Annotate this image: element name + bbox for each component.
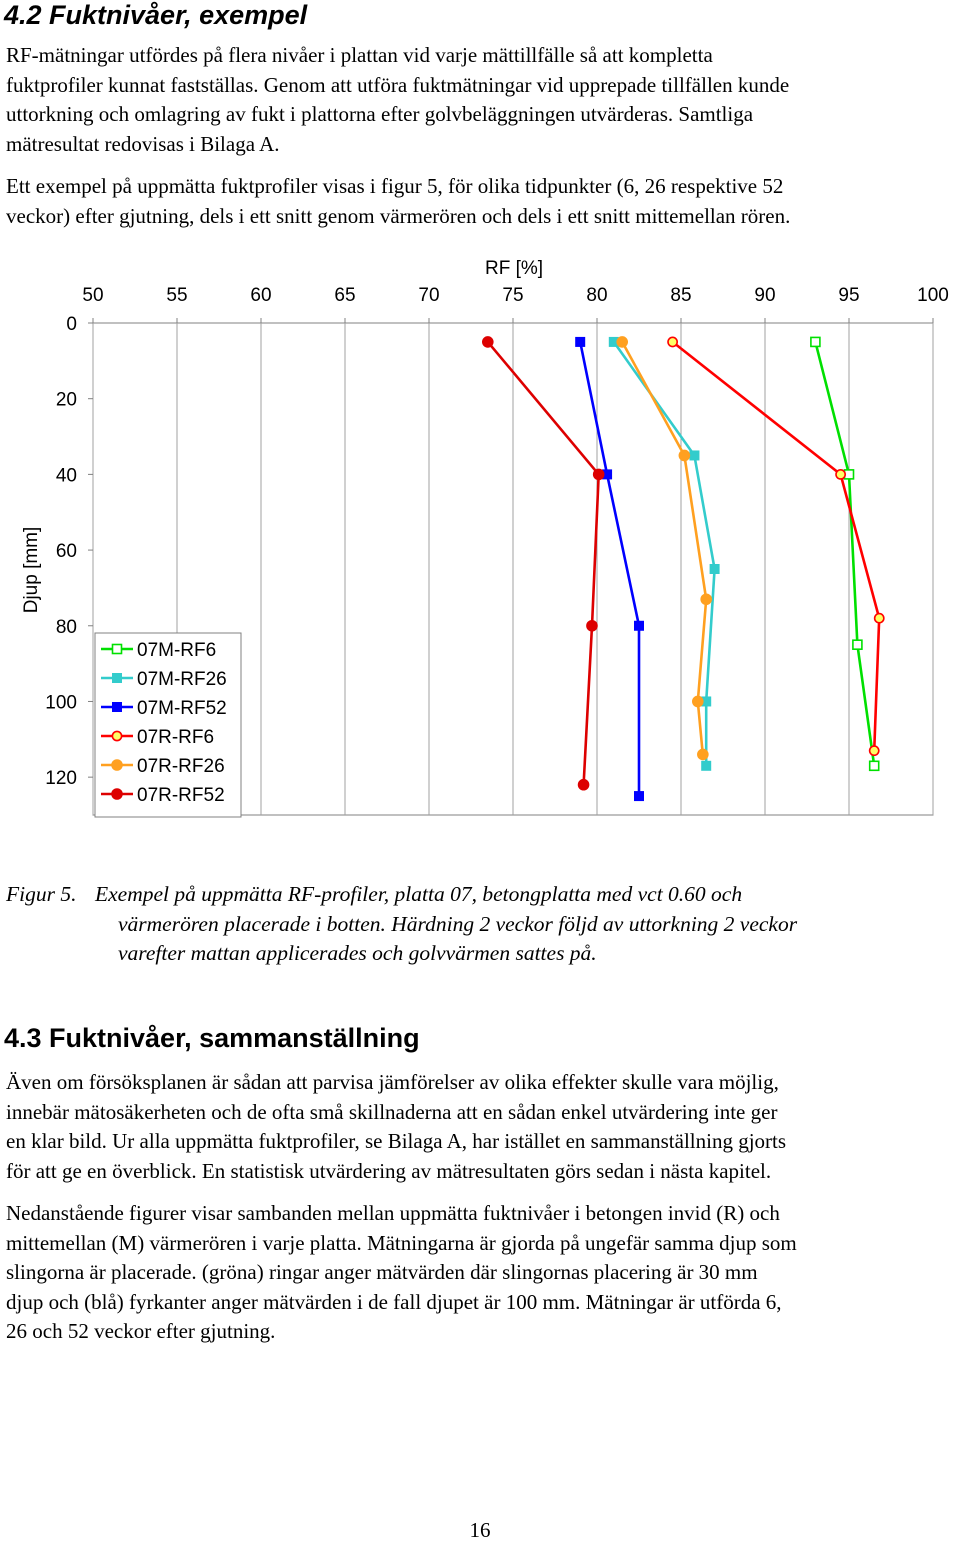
- paragraph-line: Ett exempel på uppmätta fuktprofiler visas i figur 5, för olika tidpunkter (6, 26 respektive 52: [6, 174, 784, 198]
- x-tick-label: 80: [586, 285, 608, 306]
- data-point: [668, 337, 677, 346]
- paragraph-line: en klar bild. Ur alla uppmätta fuktprofiler, se Bilaga A, har istället en sammanställning gjorts: [6, 1129, 787, 1153]
- paragraph-line: Nedanstående figurer visar sambanden mellan uppmätta fuktnivåer i betongen invid (R) och: [6, 1201, 780, 1225]
- data-point: [836, 470, 845, 479]
- caption-line: värmerören placerade i botten. Härdning 2 veckor följd av uttorkning 2 veckor: [118, 911, 798, 936]
- series-07r-rf52: [483, 337, 604, 790]
- section-heading-4-3: 4.3 Fuktnivåer, sammanställning: [4, 1023, 420, 1053]
- x-tick-label: 50: [82, 285, 104, 306]
- legend-label: 07R-RF52: [137, 785, 225, 806]
- data-point: [594, 469, 604, 479]
- paragraph-line: slingorna är placerade. (gröna) ringar anger mätvärden där slingornas placering är 30 mm: [6, 1260, 758, 1284]
- y-axis-label: Djup [mm]: [21, 526, 42, 614]
- caption-line: varefter mattan applicerades och golvvärmen sattes på.: [118, 941, 597, 965]
- y-tick-label: 120: [45, 768, 77, 790]
- figure-caption-label: Figur 5.: [6, 882, 77, 906]
- y-tick-label: 100: [45, 692, 77, 714]
- data-point: [579, 780, 589, 790]
- paragraph-summary: [6, 1068, 958, 1186]
- series-07r-rf26: [617, 337, 711, 760]
- x-tick-label: 70: [418, 285, 440, 306]
- legend-label: 07R-RF26: [137, 756, 225, 777]
- paragraph-line: mätresultat redovisas i Bilaga A.: [6, 131, 280, 156]
- paragraph-line: innebär mätosäkerheten och de ofta små skillnaderna att en sådan enkel utvärdering inte ger: [6, 1099, 778, 1124]
- data-point: [690, 451, 699, 460]
- paragraph-line: mittemellan (M) värmerören i varje platta. Mätningarna är gjorda på ungefär samma djup som: [6, 1230, 797, 1255]
- legend-marker: [112, 789, 122, 799]
- paragraph-intro: [6, 41, 958, 159]
- x-tick-label: 90: [754, 285, 776, 306]
- paragraph-line: veckor) efter gjutning, dels i ett snitt genom värmerören och dels i ett snitt mittemellan rören.: [6, 203, 791, 228]
- data-point: [710, 565, 719, 574]
- legend-marker: [113, 645, 122, 654]
- x-tick-label: 100: [917, 285, 949, 306]
- data-point: [870, 761, 879, 770]
- series-line: [815, 342, 874, 766]
- data-point: [853, 640, 862, 649]
- x-tick-label: 55: [166, 285, 188, 306]
- legend-label: 07M-RF52: [137, 698, 227, 719]
- paragraph-line: uttorkning och omlagring av fukt i plattorna efter golvbeläggningen utvärderas. Samtliga: [6, 102, 754, 126]
- data-point: [679, 450, 689, 460]
- y-tick-label: 20: [55, 389, 77, 411]
- paragraph-line: 26 och 52 veckor efter gjutning.: [6, 1319, 276, 1343]
- x-tick-label: 65: [334, 285, 356, 306]
- data-point: [617, 337, 627, 347]
- page-number: 16: [469, 1518, 491, 1542]
- y-tick-label: 0: [66, 314, 77, 335]
- series-line: [488, 342, 599, 785]
- paragraph-figures-description: [6, 1199, 958, 1347]
- data-point: [698, 749, 708, 759]
- x-tick-label: 95: [838, 285, 860, 306]
- series-07m-rf26: [609, 337, 719, 770]
- data-point: [635, 792, 644, 801]
- x-tick-label: 75: [502, 285, 524, 306]
- data-point: [702, 761, 711, 770]
- data-point: [811, 337, 820, 346]
- paragraph-line: fuktprofiler kunnat fastställas. Genom att utföra fuktmätningar vid upprepade tillfällen kunde: [6, 72, 790, 97]
- data-point: [576, 337, 585, 346]
- data-point: [587, 621, 597, 631]
- x-axis-label: RF [%]: [484, 258, 544, 279]
- data-point: [483, 337, 493, 347]
- paragraph-line: djup och (blå) fyrkanter anger mätvärden i de fall djupet är 100 mm. Mätningar är utförda 6,: [6, 1289, 782, 1314]
- y-tick-label: 80: [55, 616, 77, 638]
- paragraph-line: RF-mätningar utfördes på flera nivåer i plattan vid varje mättillfälle så att kompletta: [6, 43, 713, 67]
- series-07m-rf6: [811, 337, 879, 770]
- legend-marker: [112, 731, 121, 740]
- legend-label: 07R-RF6: [137, 727, 215, 748]
- chart-legend: [95, 633, 241, 817]
- legend-marker: [113, 674, 122, 683]
- data-point: [870, 746, 879, 755]
- legend-marker: [112, 760, 122, 770]
- legend-marker: [113, 703, 122, 712]
- caption-line: Exempel på uppmätta RF-profiler, platta 07, betongplatta med vct 0.60 och: [95, 882, 743, 906]
- section-heading-4-2: 4.2 Fuktnivåer, exempel: [4, 0, 308, 30]
- legend-label: 07M-RF26: [137, 669, 227, 690]
- data-point: [875, 614, 884, 623]
- series-line: [622, 342, 706, 755]
- y-tick-label: 60: [55, 541, 77, 563]
- paragraph-example: [6, 172, 958, 231]
- rf-profile-chart: [0, 250, 960, 830]
- paragraph-line: för att ge en överblick. En statistisk utvärdering av mätresultaten görs sedan i nästa kapitel.: [6, 1158, 772, 1183]
- legend-label: 07M-RF6: [137, 640, 217, 661]
- paragraph-line: Även om försöksplanen är sådan att parvisa jämförelser av olika effekter skulle vara möjlig,: [6, 1070, 779, 1094]
- series-line: [673, 342, 880, 751]
- x-tick-label: 60: [250, 285, 272, 306]
- figure-caption: [95, 880, 797, 969]
- series-line: [580, 342, 639, 796]
- data-point: [635, 621, 644, 630]
- y-tick-label: 40: [55, 465, 77, 487]
- data-point: [693, 696, 703, 706]
- x-tick-label: 85: [670, 285, 692, 306]
- data-point: [701, 594, 711, 604]
